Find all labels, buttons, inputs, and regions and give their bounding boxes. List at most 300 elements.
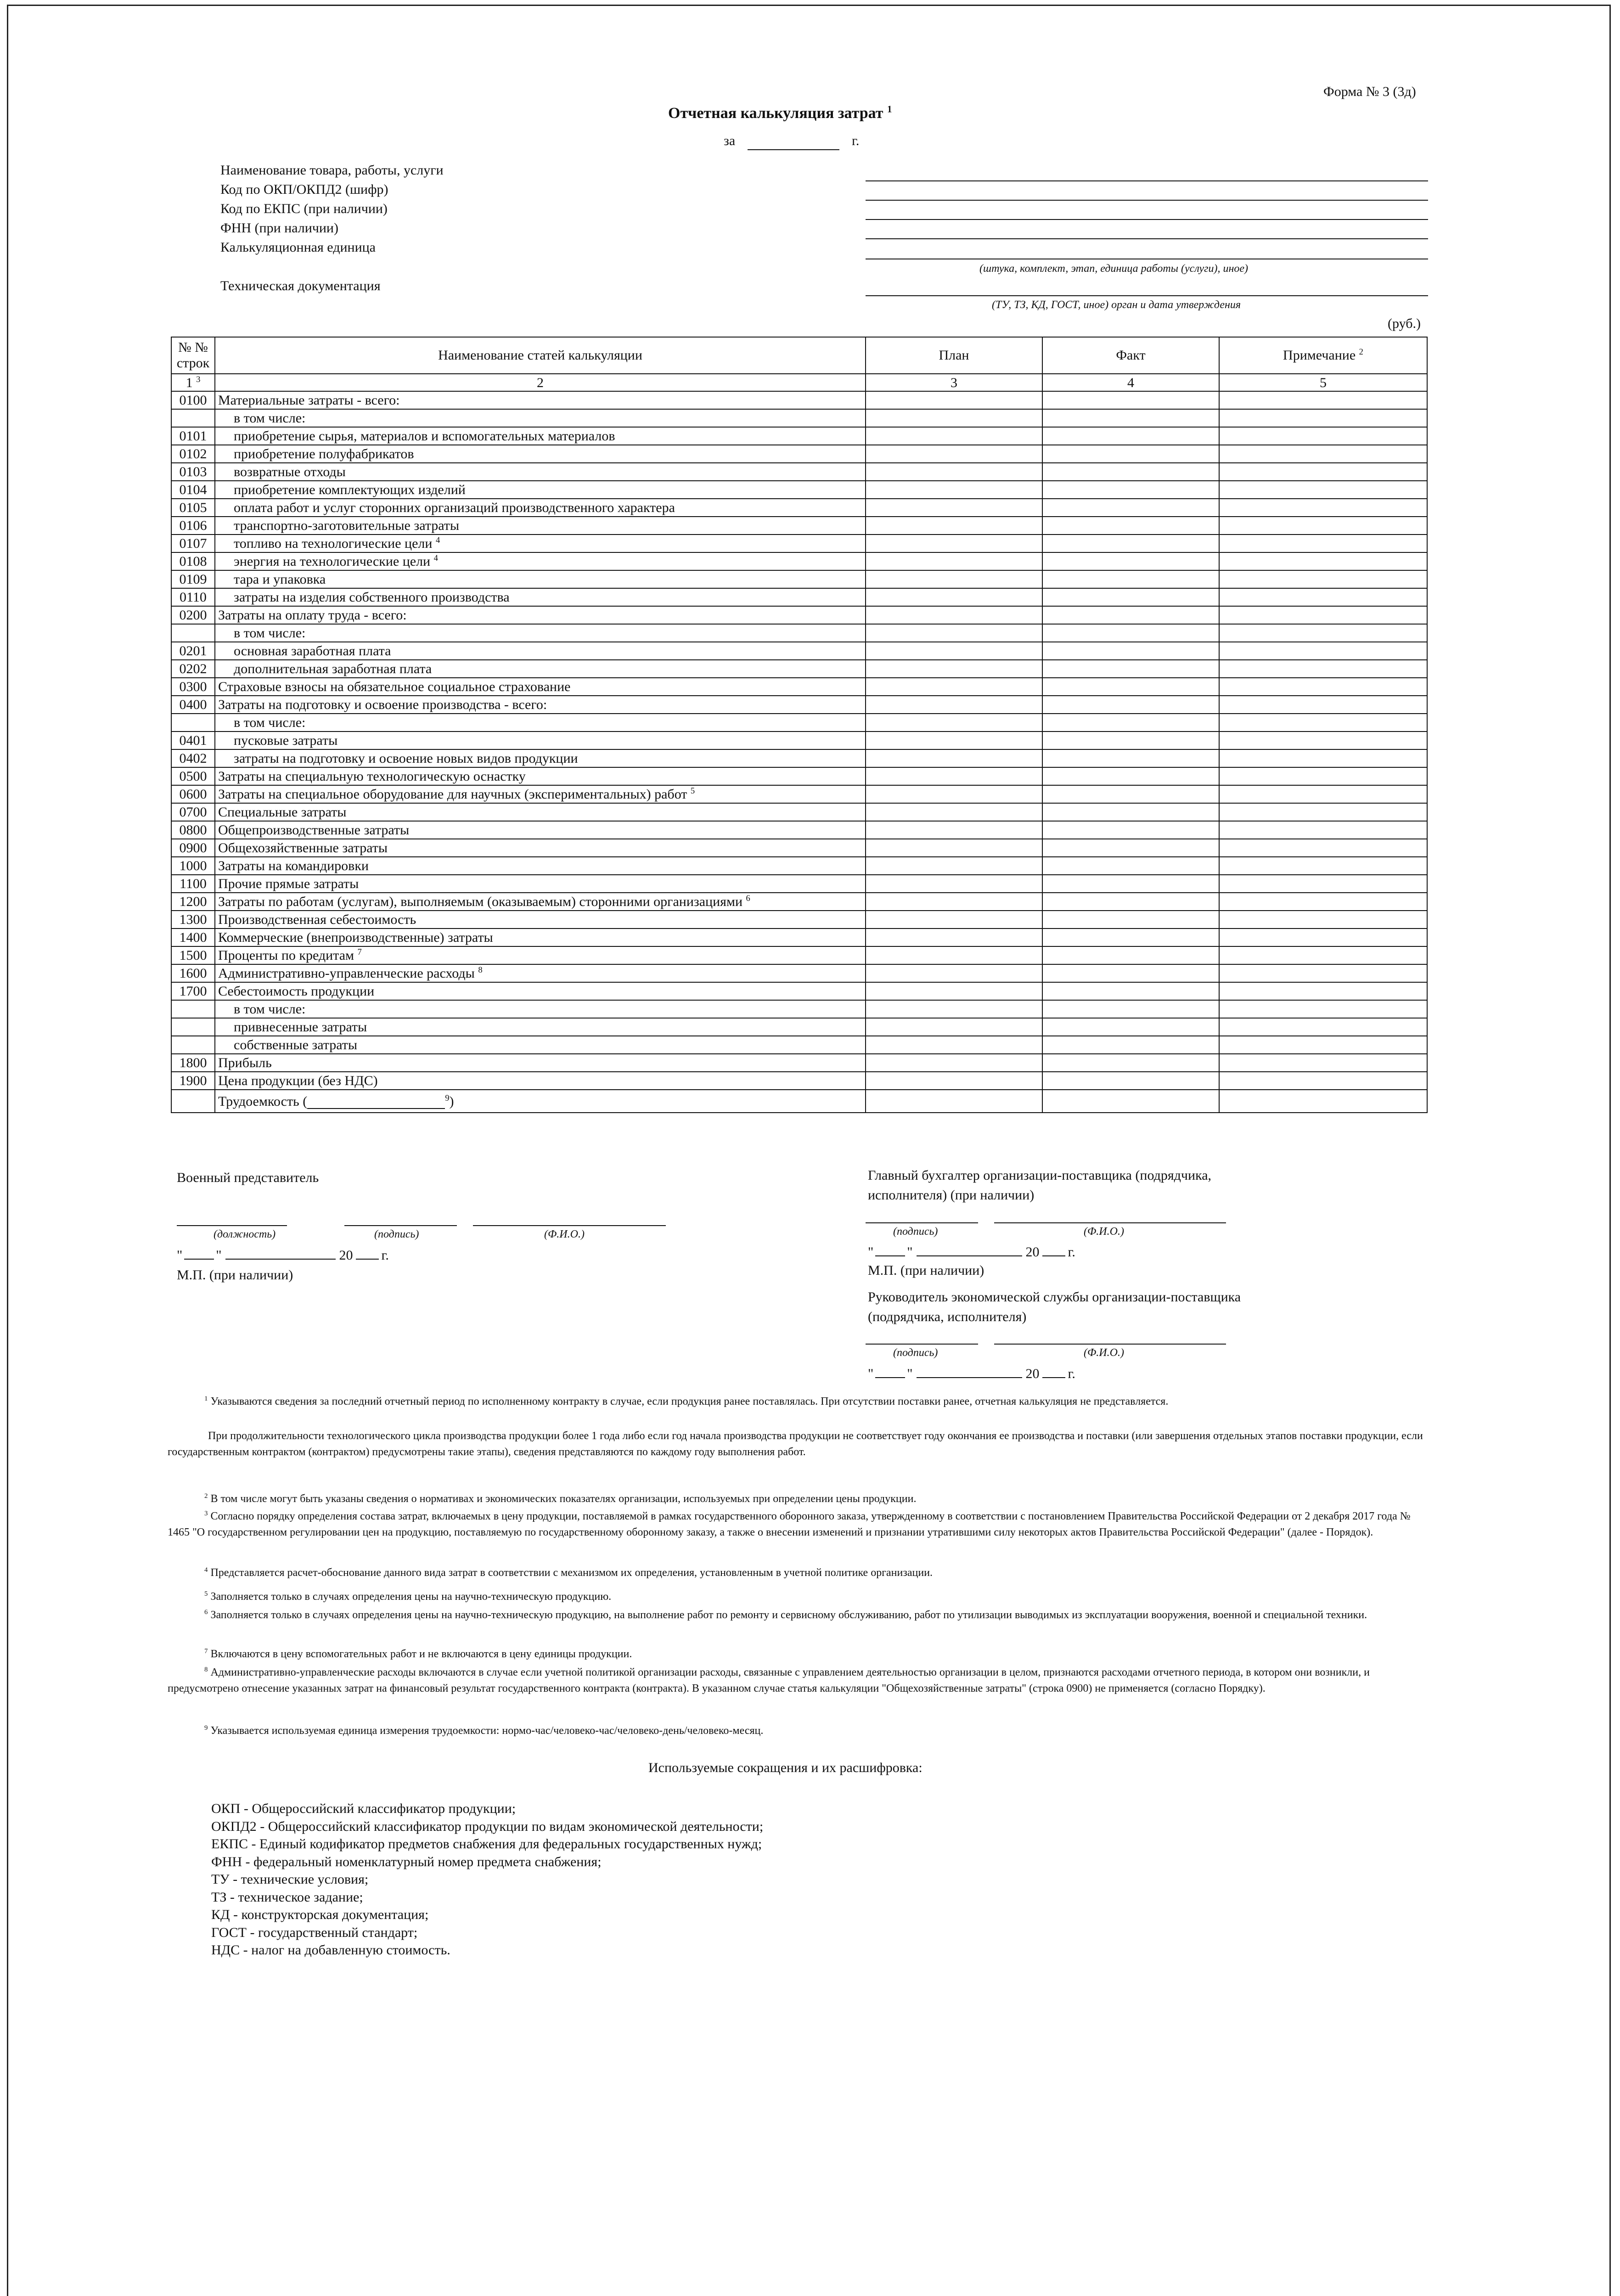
cell-fact[interactable] <box>1042 391 1219 409</box>
tech-doc-hint: (ТУ, ТЗ, КД, ГОСТ, иное) орган и дата утверждения <box>992 299 1241 311</box>
col-num-5: 5 <box>1219 374 1427 391</box>
tech-doc-field[interactable] <box>866 295 1428 296</box>
cell-note[interactable] <box>1219 785 1427 803</box>
econ-fio-field[interactable] <box>994 1344 1226 1345</box>
form-number: Форма № 3 (3д) <box>1323 84 1416 99</box>
table-row <box>171 678 1427 696</box>
econ-date: " " 20 г. <box>868 1366 1075 1381</box>
footnote-1: $^1$ Указываются сведения за последний отчетный период по исполненному контракту в случае, если продукция ранее поставлялась. При отсутствии поставки ранее, отчетная калькуляция не представляется. <box>204 1395 1169 1407</box>
row-name <box>215 517 866 535</box>
row-name <box>215 714 866 732</box>
cell-note[interactable] <box>1219 767 1427 785</box>
row-code: 1200 <box>171 893 215 911</box>
row-name <box>215 660 866 678</box>
row-name-text: Затраты по работам (услугам), выполняемым (оказываемым) сторонними организациями <box>218 894 743 909</box>
row-code: 1400 <box>171 929 215 946</box>
table-row <box>171 839 1427 857</box>
cell-fact[interactable] <box>1042 1090 1219 1113</box>
table-row <box>171 982 1427 1000</box>
row-name <box>215 642 866 660</box>
cell-fact[interactable] <box>1042 570 1219 588</box>
row-name-text: пусковые затраты <box>234 733 338 748</box>
table-row <box>171 624 1427 642</box>
row-name-text: Прибыль <box>218 1055 272 1070</box>
cell-plan[interactable] <box>866 1018 1042 1036</box>
cell-plan[interactable] <box>866 624 1042 642</box>
cell-fact[interactable] <box>1042 678 1219 696</box>
row-name <box>215 929 866 946</box>
row-code: 0202 <box>171 660 215 678</box>
table-header-row <box>171 337 1427 374</box>
cell-plan[interactable] <box>866 1036 1042 1054</box>
cell-fact[interactable] <box>1042 696 1219 714</box>
row-code: 0101 <box>171 427 215 445</box>
cell-fact[interactable] <box>1042 946 1219 964</box>
row-code: 0500 <box>171 767 215 785</box>
cell-note[interactable] <box>1219 732 1427 749</box>
table-row <box>171 570 1427 588</box>
cell-plan[interactable] <box>866 481 1042 499</box>
row-name <box>215 821 866 839</box>
footnote-4: $^4$ Представляется расчет-обоснование данного вида затрат в соответствии с механизмом их определения, установленным в учетной политике организации. <box>204 1566 933 1579</box>
cell-note[interactable] <box>1219 642 1427 660</box>
row-name <box>215 767 866 785</box>
table-row <box>171 1054 1427 1072</box>
product-field[interactable] <box>866 180 1428 181</box>
row-footnote-ref: 4 <box>433 553 438 563</box>
row-name-text: топливо на технологические цели <box>234 536 433 551</box>
military-date: " " 20 г. <box>177 1248 389 1263</box>
military-position-field[interactable] <box>177 1225 287 1226</box>
cell-plan[interactable] <box>866 714 1042 732</box>
cell-plan[interactable] <box>866 911 1042 929</box>
row-name <box>215 1072 866 1090</box>
cell-plan[interactable] <box>866 499 1042 517</box>
military-stamp: М.П. (при наличии) <box>177 1267 293 1283</box>
econ-head-label-1: Руководитель экономической службы организации-поставщика <box>868 1289 1241 1305</box>
cell-fact[interactable] <box>1042 875 1219 893</box>
cell-note[interactable] <box>1219 624 1427 642</box>
cell-note[interactable] <box>1219 857 1427 875</box>
table-row <box>171 893 1427 911</box>
row-name-text: энергия на технологические цели <box>234 554 431 569</box>
row-name <box>215 570 866 588</box>
cell-fact[interactable] <box>1042 749 1219 767</box>
row-code: 1100 <box>171 875 215 893</box>
field-label-unit: Калькуляционная единица <box>220 240 376 255</box>
table-row <box>171 1072 1427 1090</box>
row-code <box>171 1018 215 1036</box>
chief-accountant-label-1: Главный бухгалтер организации-поставщика (подрядчика, <box>868 1168 1212 1183</box>
cell-fact[interactable] <box>1042 660 1219 678</box>
cell-plan[interactable] <box>866 857 1042 875</box>
footnote-9: $^9$ Указывается используемая единица измерения трудоемкости: нормо-час/человеко-час/человеко-день/человеко-месяц. <box>204 1724 764 1737</box>
cell-plan[interactable] <box>866 552 1042 570</box>
row-code: 0100 <box>171 391 215 409</box>
cell-plan[interactable] <box>866 964 1042 982</box>
row-name-text: в том числе: <box>234 1002 306 1017</box>
row-name <box>215 1000 866 1018</box>
row-name <box>215 552 866 570</box>
row-name <box>215 982 866 1000</box>
econ-head-label-2: (подрядчика, исполнителя) <box>868 1309 1027 1324</box>
cell-note[interactable] <box>1219 982 1427 1000</box>
cell-note[interactable] <box>1219 1036 1427 1054</box>
military-rep-label: Военный представитель <box>177 1170 319 1185</box>
table-row <box>171 875 1427 893</box>
row-code <box>171 1036 215 1054</box>
footnote-8: $^8$ Административно-управленческие расходы включаются в случае если учетной политикой организации расходы, связанные с управлением деятельностью организации в целом, признаются расходами отчетного периода, в котором они возникли, и предусмотрено отнесение указанных затрат на финансовый результат государственного контракта (контракта). В указанном случае статья калькуляции "Общехозяйственные затраты" (строка 0900) не применяется (согласно Порядку). <box>168 1666 1370 1694</box>
row-name-text: Затраты на оплату труда - всего: <box>218 608 407 623</box>
cell-note[interactable] <box>1219 1054 1427 1072</box>
cell-note[interactable] <box>1219 409 1427 427</box>
row-code: 0103 <box>171 463 215 481</box>
cell-plan[interactable] <box>866 803 1042 821</box>
row-name-text: Себестоимость продукции <box>218 984 375 999</box>
table-row <box>171 785 1427 803</box>
field-label-product: Наименование товара, работы, услуги <box>220 163 444 178</box>
field-label-okp: Код по ОКП/ОКПД2 (шифр) <box>220 182 388 197</box>
row-code: 0105 <box>171 499 215 517</box>
row-name <box>215 696 866 714</box>
table-row <box>171 1036 1427 1054</box>
cell-note[interactable] <box>1219 929 1427 946</box>
field-label-fnn: ФНН (при наличии) <box>220 220 338 236</box>
table-row <box>171 767 1427 785</box>
cell-fact[interactable] <box>1042 427 1219 445</box>
field-label-ekps: Код по ЕКПС (при наличии) <box>220 201 388 216</box>
row-name <box>215 839 866 857</box>
row-footnote-ref: 6 <box>746 894 750 903</box>
row-name <box>215 1018 866 1036</box>
cell-note[interactable] <box>1219 1072 1427 1090</box>
table-row-labor <box>171 1090 1427 1113</box>
row-code <box>171 409 215 427</box>
cell-plan[interactable] <box>866 427 1042 445</box>
cell-plan[interactable] <box>866 946 1042 964</box>
cell-plan[interactable] <box>866 409 1042 427</box>
row-name-text: оплата работ и услуг сторонних организаций производственного характера <box>234 500 675 515</box>
cell-note[interactable] <box>1219 481 1427 499</box>
row-footnote-ref: 5 <box>690 786 695 796</box>
cell-fact[interactable] <box>1042 481 1219 499</box>
row-code <box>171 624 215 642</box>
cell-fact[interactable] <box>1042 767 1219 785</box>
cell-fact[interactable] <box>1042 642 1219 660</box>
row-name <box>215 409 866 427</box>
military-signature-field[interactable] <box>344 1225 457 1226</box>
row-code: 0700 <box>171 803 215 821</box>
cell-fact[interactable] <box>1042 1000 1219 1018</box>
footnote-2: $^2$ В том числе могут быть указаны сведения о нормативах и экономических показателях организации, используемых при определении цены продукции. <box>204 1492 917 1505</box>
abbreviations-list <box>211 1800 763 1959</box>
chief-signature-field[interactable] <box>866 1222 978 1223</box>
table-row <box>171 499 1427 517</box>
row-name-text: в том числе: <box>234 625 306 641</box>
cell-fact[interactable] <box>1042 839 1219 857</box>
cell-plan[interactable] <box>866 463 1042 481</box>
row-name <box>215 785 866 803</box>
row-name <box>215 911 866 929</box>
row-name-text: Производственная себестоимость <box>218 912 416 927</box>
cell-note[interactable] <box>1219 588 1427 606</box>
cell-fact[interactable] <box>1042 517 1219 535</box>
table-row <box>171 642 1427 660</box>
row-name-text: Затраты на специальную технологическую оснастку <box>218 769 526 784</box>
cell-note[interactable] <box>1219 570 1427 588</box>
table-row <box>171 911 1427 929</box>
cell-fact[interactable] <box>1042 624 1219 642</box>
row-code: 0110 <box>171 588 215 606</box>
row-name-text: основная заработная плата <box>234 643 391 658</box>
cell-plan[interactable] <box>866 982 1042 1000</box>
cell-note[interactable] <box>1219 749 1427 767</box>
cell-note[interactable] <box>1219 606 1427 624</box>
abbreviations-title: Используемые сокращения и их расшифровка: <box>648 1760 922 1775</box>
cell-note[interactable] <box>1219 678 1427 696</box>
row-code: 1300 <box>171 911 215 929</box>
header-plan: План <box>866 337 1042 374</box>
cell-note[interactable] <box>1219 391 1427 409</box>
cell-plan[interactable] <box>866 893 1042 911</box>
cell-note[interactable] <box>1219 875 1427 893</box>
cell-plan[interactable] <box>866 785 1042 803</box>
cell-fact[interactable] <box>1042 982 1219 1000</box>
econ-fio-hint: (Ф.И.О.) <box>1084 1347 1124 1359</box>
footnote-1-continued: При продолжительности технологического цикла производства продукции более 1 года либо если год начала производства продукции не соответствует году окончания ее производства и поставки (или завершения отдельных этапов поставки продукции, если государственным контрактом (контрактом) предусмотрены такие этапы), сведения представляются по каждому году выполнения работ. <box>168 1430 1423 1458</box>
row-code: 0400 <box>171 696 215 714</box>
cell-plan[interactable] <box>866 1000 1042 1018</box>
cell-fact[interactable] <box>1042 1018 1219 1036</box>
chief-stamp: М.П. (при наличии) <box>868 1263 984 1278</box>
cell-fact[interactable] <box>1042 893 1219 911</box>
row-name-text: Цена продукции (без НДС) <box>218 1073 378 1088</box>
abbreviation-item: ФНН - федеральный номенклатурный номер предмета снабжения; <box>211 1854 602 1869</box>
cell-fact[interactable] <box>1042 499 1219 517</box>
chief-date: " " 20 г. <box>868 1244 1075 1260</box>
cell-note[interactable] <box>1219 1090 1427 1113</box>
row-name-text: приобретение полуфабрикатов <box>234 446 414 461</box>
period-prefix: за <box>724 133 736 148</box>
chief-fio-field[interactable] <box>994 1222 1226 1223</box>
cell-fact[interactable] <box>1042 552 1219 570</box>
table-row <box>171 535 1427 552</box>
cell-fact[interactable] <box>1042 732 1219 749</box>
row-name <box>215 964 866 982</box>
row-name <box>215 803 866 821</box>
cell-fact[interactable] <box>1042 929 1219 946</box>
cell-note[interactable] <box>1219 1000 1427 1018</box>
cell-note[interactable] <box>1219 660 1427 678</box>
row-name-text: дополнительная заработная плата <box>234 661 432 676</box>
table-row <box>171 517 1427 535</box>
table-row <box>171 714 1427 732</box>
row-name <box>215 1054 866 1072</box>
abbreviation-item: ОКП - Общероссийский классификатор продукции; <box>211 1801 516 1816</box>
row-name-text: Страховые взносы на обязательное социальное страхование <box>218 679 571 694</box>
cell-plan[interactable] <box>866 839 1042 857</box>
cell-note[interactable] <box>1219 1018 1427 1036</box>
row-name-text: Общепроизводственные затраты <box>218 822 410 838</box>
cell-plan[interactable] <box>866 875 1042 893</box>
chief-fio-hint: (Ф.И.О.) <box>1084 1226 1124 1238</box>
cell-fact[interactable] <box>1042 445 1219 463</box>
cell-fact[interactable] <box>1042 535 1219 552</box>
row-name <box>215 588 866 606</box>
row-name-text: Административно-управленческие расходы <box>218 966 475 981</box>
cell-note[interactable] <box>1219 535 1427 552</box>
row-code: 0401 <box>171 732 215 749</box>
cell-fact[interactable] <box>1042 409 1219 427</box>
row-code: 1900 <box>171 1072 215 1090</box>
row-name-text: затраты на подготовку и освоение новых видов продукции <box>234 751 578 766</box>
table-row <box>171 391 1427 409</box>
column-number-row <box>171 374 1427 391</box>
row-name-text: Прочие прямые затраты <box>218 876 359 891</box>
cell-plan[interactable] <box>866 678 1042 696</box>
cell-note[interactable] <box>1219 803 1427 821</box>
cell-plan[interactable] <box>866 660 1042 678</box>
cell-plan[interactable] <box>866 570 1042 588</box>
cell-plan[interactable] <box>866 517 1042 535</box>
row-code <box>171 714 215 732</box>
cell-plan[interactable] <box>866 696 1042 714</box>
row-name-text: Затраты на командировки <box>218 858 369 873</box>
cell-plan[interactable] <box>866 391 1042 409</box>
cell-note[interactable] <box>1219 821 1427 839</box>
cell-plan[interactable] <box>866 767 1042 785</box>
cell-fact[interactable] <box>1042 1036 1219 1054</box>
cell-fact[interactable] <box>1042 463 1219 481</box>
cell-note[interactable] <box>1219 911 1427 929</box>
table-row <box>171 857 1427 875</box>
cell-plan[interactable] <box>866 642 1042 660</box>
cell-note[interactable] <box>1219 964 1427 982</box>
col-num-3: 3 <box>866 374 1042 391</box>
military-signature-hint: (подпись) <box>374 1228 419 1240</box>
table-row <box>171 821 1427 839</box>
cell-fact[interactable] <box>1042 964 1219 982</box>
military-position-hint: (должность) <box>214 1228 276 1240</box>
cell-note[interactable] <box>1219 893 1427 911</box>
row-name <box>215 445 866 463</box>
cell-plan[interactable] <box>866 588 1042 606</box>
cell-note[interactable] <box>1219 445 1427 463</box>
cell-fact[interactable] <box>1042 588 1219 606</box>
cell-note[interactable] <box>1219 463 1427 481</box>
econ-signature-hint: (подпись) <box>893 1347 938 1359</box>
row-name-text: Проценты по кредитам <box>218 948 354 963</box>
table-row <box>171 606 1427 624</box>
okp-field[interactable] <box>866 200 1428 201</box>
abbreviation-item: ОКПД2 - Общероссийский классификатор продукции по видам экономической деятельности; <box>211 1818 764 1834</box>
cell-fact[interactable] <box>1042 1054 1219 1072</box>
table-row <box>171 1000 1427 1018</box>
cell-note[interactable] <box>1219 839 1427 857</box>
table-row <box>171 588 1427 606</box>
cell-fact[interactable] <box>1042 785 1219 803</box>
row-name-text: приобретение комплектующих изделий <box>234 482 466 497</box>
row-code: 1600 <box>171 964 215 982</box>
cell-fact[interactable] <box>1042 857 1219 875</box>
econ-signature-field[interactable] <box>866 1344 978 1345</box>
cell-fact[interactable] <box>1042 821 1219 839</box>
cell-note[interactable] <box>1219 517 1427 535</box>
row-name-text: возвратные отходы <box>234 464 346 479</box>
row-name <box>215 427 866 445</box>
row-name <box>215 391 866 409</box>
cell-plan[interactable] <box>866 732 1042 749</box>
row-name <box>215 857 866 875</box>
row-code: 0402 <box>171 749 215 767</box>
row-code: 0201 <box>171 642 215 660</box>
cell-plan[interactable] <box>866 535 1042 552</box>
row-code: 1500 <box>171 946 215 964</box>
cell-plan[interactable] <box>866 929 1042 946</box>
abbreviation-item: ГОСТ - государственный стандарт; <box>211 1925 418 1940</box>
unit-hint: (штука, комплект, этап, единица работы (услуги), иное) <box>979 263 1249 275</box>
row-name-text: Затраты на подготовку и освоение производства - всего: <box>218 697 547 712</box>
row-code: 0104 <box>171 481 215 499</box>
table-row <box>171 463 1427 481</box>
cell-note[interactable] <box>1219 714 1427 732</box>
labor-unit-field[interactable] <box>307 1096 445 1109</box>
military-fio-field[interactable] <box>473 1225 666 1226</box>
row-footnote-ref: 7 <box>357 947 362 957</box>
cell-fact[interactable] <box>1042 911 1219 929</box>
cell-plan[interactable] <box>866 821 1042 839</box>
fnn-field[interactable] <box>866 238 1428 239</box>
cell-plan[interactable] <box>866 1090 1042 1113</box>
abbreviation-item: НДС - налог на добавленную стоимость. <box>211 1942 450 1958</box>
cell-fact[interactable] <box>1042 714 1219 732</box>
ekps-field[interactable] <box>866 219 1428 220</box>
table-row <box>171 427 1427 445</box>
period-year-field[interactable] <box>748 149 839 150</box>
cell-plan[interactable] <box>866 1054 1042 1072</box>
cell-note[interactable] <box>1219 552 1427 570</box>
cell-fact[interactable] <box>1042 803 1219 821</box>
row-name <box>215 481 866 499</box>
header-name: Наименование статей калькуляции <box>215 337 866 374</box>
abbreviation-item: ТЗ - техническое задание; <box>211 1889 363 1905</box>
header-num: № № строк <box>171 337 215 374</box>
cell-note[interactable] <box>1219 499 1427 517</box>
cell-note[interactable] <box>1219 946 1427 964</box>
chief-accountant-label-2: исполнителя) (при наличии) <box>868 1187 1035 1203</box>
row-name <box>215 1036 866 1054</box>
cell-note[interactable] <box>1219 696 1427 714</box>
row-name-text: в том числе: <box>234 411 306 426</box>
row-name <box>215 875 866 893</box>
row-code: 1000 <box>171 857 215 875</box>
cell-fact[interactable] <box>1042 606 1219 624</box>
row-name-text: Специальные затраты <box>218 805 347 820</box>
cell-plan[interactable] <box>866 1072 1042 1090</box>
calculation-table <box>171 337 1428 1113</box>
cell-plan[interactable] <box>866 749 1042 767</box>
cell-plan[interactable] <box>866 445 1042 463</box>
cell-note[interactable] <box>1219 427 1427 445</box>
period-suffix: г. <box>852 133 860 148</box>
row-name <box>215 946 866 964</box>
military-fio-hint: (Ф.И.О.) <box>544 1228 585 1240</box>
labor-suffix: ) <box>449 1093 454 1109</box>
cell-fact[interactable] <box>1042 1072 1219 1090</box>
labor-footnote-ref: 9 <box>445 1093 450 1103</box>
cell-plan[interactable] <box>866 606 1042 624</box>
col-num-1: 1 $^3$ <box>171 374 215 391</box>
